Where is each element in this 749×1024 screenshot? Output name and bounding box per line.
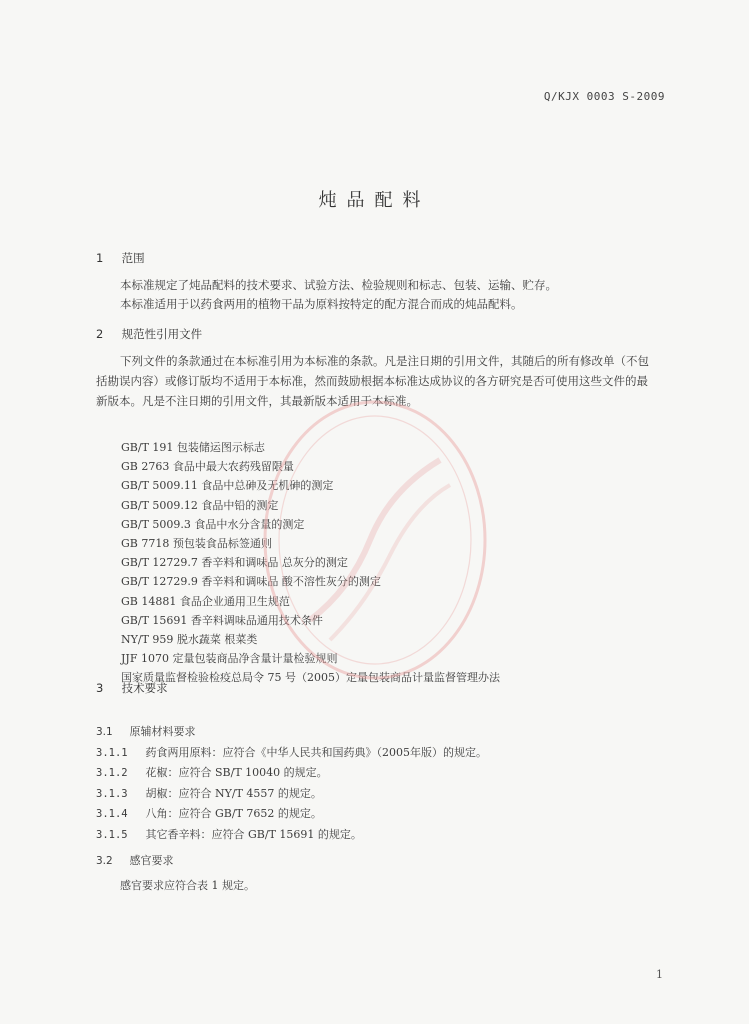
requirement-item bbox=[96, 804, 487, 825]
reference-item: GB/T 12729.9 香辛料和调味品 酸不溶性灰分的测定 bbox=[121, 575, 381, 589]
item-text: 胡椒：应符合 NY/T 4557 的规定。 bbox=[145, 786, 322, 800]
item-number: 3.1.2 bbox=[96, 767, 128, 779]
section-number: 3 bbox=[96, 681, 104, 695]
requirement-item bbox=[96, 743, 487, 764]
item-text: 花椒：应符合 SB/T 10040 的规定。 bbox=[145, 766, 328, 779]
reference-item: GB/T 5009.3 食品中水分含量的测定 bbox=[121, 517, 305, 531]
subsection-number: 3.2 bbox=[96, 855, 113, 867]
item-text: 其它香辛料：应符合 GB/T 15691 的规定。 bbox=[145, 827, 362, 841]
section-number: 1 bbox=[96, 251, 104, 265]
item-text: 药食两用原料：应符合《中华人民共和国药典》（2005年版）的规定。 bbox=[145, 745, 487, 759]
subsection-number: 3.1 bbox=[96, 726, 113, 738]
item-number: 3.1.1 bbox=[96, 746, 128, 759]
scope-paragraph-1: 本标准规定了炖品配料的技术要求、试验方法、检验规则和标志、包装、运输、贮存。 bbox=[120, 278, 557, 292]
item-number: 3.1.3 bbox=[96, 787, 128, 800]
reference-item: GB 14881 食品企业通用卫生规范 bbox=[121, 594, 290, 608]
subsection-title: 感官要求 bbox=[129, 854, 174, 867]
item-number: 3.1.4 bbox=[96, 808, 128, 820]
document-title: 炖品配料 bbox=[318, 190, 431, 211]
section-title: 范围 bbox=[121, 251, 145, 265]
reference-item: GB 7718 预包装食品标签通则 bbox=[121, 537, 272, 551]
reference-item: JJF 1070 定量包装商品净含量计量检验规则 bbox=[121, 652, 338, 666]
section-title: 技术要求 bbox=[121, 681, 168, 695]
standard-code: Q/KJX 0003 S-2009 bbox=[543, 90, 665, 103]
subsection-3-1-heading bbox=[96, 722, 487, 743]
reference-item: GB/T 191 包装储运图示标志 bbox=[121, 441, 265, 454]
scope-paragraph-2: 本标准适用于以药食两用的植物干品为原料按特定的配方混合而成的炖品配料。 bbox=[120, 297, 523, 311]
item-number: 3.1.5 bbox=[96, 828, 128, 841]
sensory-requirement-text: 感官要求应符合表 1 规定。 bbox=[120, 878, 255, 892]
reference-item: NY/T 959 脱水蔬菜 根菜类 bbox=[121, 633, 258, 647]
reference-item: GB/T 5009.11 食品中总砷及无机砷的测定 bbox=[121, 479, 334, 493]
requirement-item bbox=[96, 784, 487, 805]
subsection-3-2-heading bbox=[96, 851, 487, 872]
reference-item: GB/T 5009.12 食品中铅的测定 bbox=[121, 498, 279, 512]
requirement-item bbox=[96, 825, 487, 846]
references-intro: 下列文件的条款通过在本标准引用为本标准的条款。凡是注日期的引用文件，其随后的所有修改单（不包括勘误内容）或修订版均不适用于本标准，然而鼓励根据本标准达成协议的各方研究是否可使用这些文件的最新版本。凡是不注日期的引用文件，其最新版本适用于本标准。 bbox=[96, 354, 649, 408]
requirement-item bbox=[96, 763, 487, 784]
section-title: 规范性引用文件 bbox=[121, 327, 203, 341]
requirements-list bbox=[96, 722, 487, 895]
reference-item: 国家质量监督检验检疫总局令 75 号（2005）定量包装商品计量监督管理办法 bbox=[121, 671, 500, 685]
subsection-title: 原辅材料要求 bbox=[129, 725, 196, 738]
section-3-heading bbox=[96, 680, 168, 696]
reference-item: GB 2763 食品中最大农药残留限量 bbox=[121, 460, 294, 474]
reference-item: GB/T 15691 香辛料调味品通用技术条件 bbox=[121, 613, 323, 627]
section-number: 2 bbox=[96, 327, 104, 341]
section-2-heading bbox=[96, 326, 202, 342]
section-1-heading bbox=[96, 250, 145, 266]
item-text: 八角：应符合 GB/T 7652 的规定。 bbox=[145, 807, 322, 820]
reference-item: GB/T 12729.7 香辛料和调味品 总灰分的测定 bbox=[121, 556, 348, 570]
page-number: 1 bbox=[656, 968, 663, 981]
reference-list bbox=[121, 438, 500, 688]
